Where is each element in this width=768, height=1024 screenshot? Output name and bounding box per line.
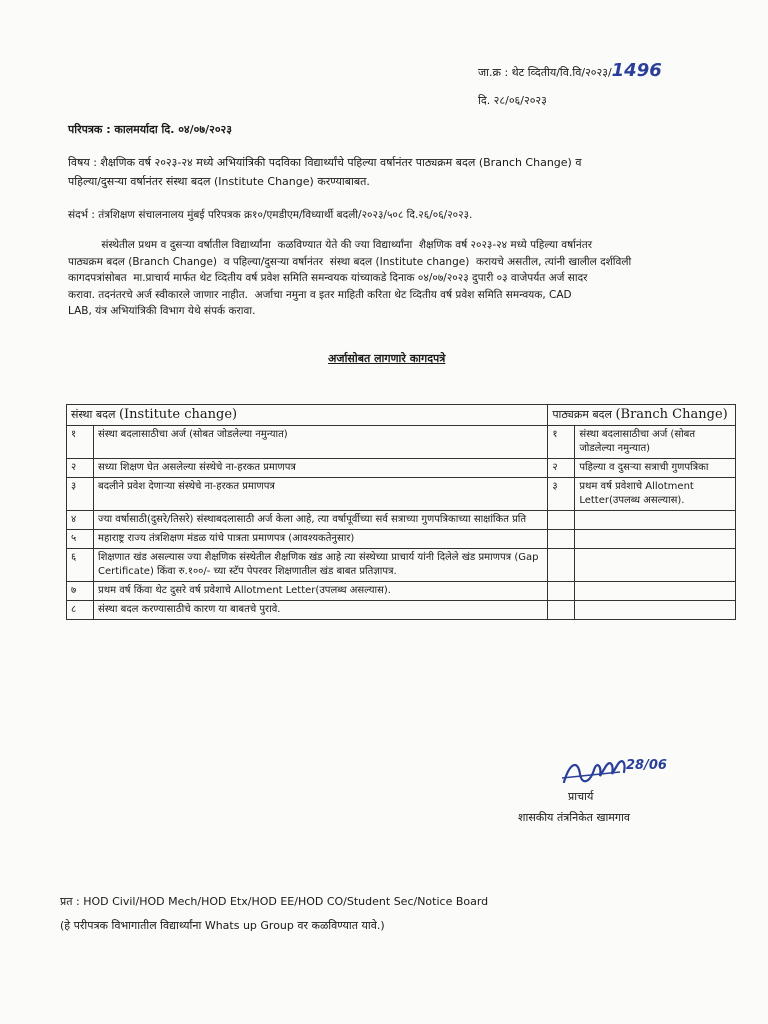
row-number: [548, 530, 575, 549]
table-row: [67, 426, 736, 459]
row-number: १: [67, 426, 94, 459]
table-row: [67, 530, 736, 549]
table-row: [67, 459, 736, 478]
branch-doc: [575, 549, 736, 582]
branch-doc: संस्था बदलासाठीचा अर्ज (सोबत जोडलेल्या नमुन्यात): [575, 426, 736, 459]
signature-date: 28/06: [626, 758, 667, 773]
body-line: संस्थेतील प्रथम व दुसऱ्या वर्षातील विद्यार्थ्यांना कळविण्यात येते की ज्या विद्यार्थ्यांना शैक्षणिक वर्ष २०२३-२४ मध्ये पहिल्या वर्षानंतर: [68, 239, 593, 251]
reference-number-text: जा.क्र : थेट व्दितीय/वि.वि/२०२३/: [478, 66, 612, 79]
branch-doc: [575, 511, 736, 530]
row-number: ३: [67, 478, 94, 511]
body-paragraph: [68, 237, 730, 320]
institute-doc: महाराष्ट्र राज्य तंत्रशिक्षण मंडळ यांचे पात्रता प्रमाणपत्र (आवश्यकतेनुसार): [94, 530, 548, 549]
table-row: [67, 549, 736, 582]
row-number: ७: [67, 582, 94, 601]
row-number: ३: [548, 478, 575, 511]
row-number: ५: [67, 530, 94, 549]
row-number: [548, 511, 575, 530]
required-documents-table: [66, 404, 736, 620]
branch-doc: प्रथम वर्ष प्रवेशाचे Allotment Letter(उपलब्ध असल्यास).: [575, 478, 736, 511]
reference-number: [478, 60, 662, 81]
institute-change-header-mr: संस्था बदल: [71, 408, 119, 421]
branch-change-header-en: (Branch Change): [615, 407, 728, 422]
row-number: २: [548, 459, 575, 478]
branch-doc: [575, 530, 736, 549]
handwritten-outward-number: 1496: [611, 60, 662, 81]
principal-designation: प्राचार्य: [568, 790, 594, 803]
body-line: करावा. तदनंतरचे अर्ज स्वीकारले जाणार नाहीत. अर्जाचा नमुना व इतर माहिती करिता थेट व्दितीय वर्ष प्रवेश समिति समन्वयक, CAD: [68, 288, 572, 301]
row-number: [548, 601, 575, 620]
row-number: [548, 582, 575, 601]
copy-to-line: प्रत : HOD Civil/HOD Mech/HOD Etx/HOD EE/HOD CO/Student Sec/Notice Board: [60, 895, 489, 908]
table-row: [67, 478, 736, 511]
subject-line-2: पहिल्या/दुसऱ्या वर्षानंतर संस्था बदल (Institute Change) करण्याबाबत.: [68, 175, 370, 188]
table-row: [67, 582, 736, 601]
documents-table-title: अर्जासोबत लागणारे कागदपत्रे: [328, 352, 446, 365]
branch-change-header-mr: पाठ्यक्रम बदल: [552, 408, 616, 421]
issue-date: दि. २८/०६/२०२३: [478, 94, 547, 107]
institution-name: शासकीय तंत्रनिकेत खामगाव: [518, 811, 631, 824]
body-line: पाठ्यक्रम बदल (Branch Change) व पहिल्या/दुसऱ्या वर्षानंतर संस्था बदल (Institute change) करायचे असतील, त्यांनी खालील दर्शविली: [68, 255, 632, 268]
row-number: ६: [67, 549, 94, 582]
distribution-note: (हे परीपत्रक विभागातील विद्यार्थ्यांना Whats up Group वर कळविण्यात यावे.): [60, 919, 385, 932]
row-number: [548, 549, 575, 582]
subject-line-1: विषय : शैक्षणिक वर्ष २०२३-२४ मध्ये अभियांत्रिकी पदविका विद्यार्थ्यांचे पहिल्या वर्षानंतर पाठ्यक्रम बदल (Branch Change) व: [68, 156, 582, 169]
institute-doc: संस्था बदल करण्यासाठीचे कारण या बाबतचे पुरावे.: [94, 601, 548, 620]
branch-doc: पहिल्या व दुसऱ्या सत्राची गुणपत्रिका: [575, 459, 736, 478]
institute-doc: बदलीने प्रवेश देणाऱ्या संस्थेचे ना-हरकत प्रमाणपत्र: [94, 478, 548, 511]
table-row: [67, 511, 736, 530]
table-header-row: [67, 405, 736, 426]
body-line: LAB, यंत्र अभियांत्रिकी विभाग येथे संपर्क करावा.: [68, 305, 256, 317]
branch-doc: [575, 582, 736, 601]
institute-doc: प्रथम वर्ष किंवा थेट दुसरे वर्ष प्रवेशाचे Allotment Letter(उपलब्ध असल्यास).: [94, 582, 548, 601]
institute-doc: सध्या शिक्षण घेत असलेल्या संस्थेचे ना-हरकत प्रमाणपत्र: [94, 459, 548, 478]
row-number: ४: [67, 511, 94, 530]
branch-change-header: [548, 405, 736, 426]
institute-change-header-en: (Institute change): [118, 407, 238, 422]
institute-doc: ज्या वर्षासाठी(दुसरे/तिसरे) संस्थाबदलासाठी अर्ज केला आहे, त्या वर्षापूर्वीच्या सर्व सत्राच्या गुणपत्रिकाच्या साक्षांकित प्रति: [94, 511, 548, 530]
row-number: ८: [67, 601, 94, 620]
row-number: १: [548, 426, 575, 459]
reference-line: संदर्भ : तंत्रशिक्षण संचालनालय मुंबई परिपत्रक क्र१०/एमडीएम/विध्यार्थी बदली/२०२३/५०८ दि.२६/०६/२०२३.: [68, 209, 473, 221]
institute-change-header: [67, 405, 548, 426]
circular-title: परिपत्रक : कालमर्यादा दि. ०४/०७/२०२३: [68, 123, 232, 136]
table-row: [67, 601, 736, 620]
body-line: कागदपत्रांसोबत मा.प्राचार्य मार्फत थेट व्दितीय वर्ष प्रवेश समिति समन्वयक यांच्याकडे दिनाक ०४/०७/२०२३ दुपारी ०३ वाजेपर्यत अर्ज सादर: [68, 272, 588, 284]
institute-doc: संस्था बदलासाठीचा अर्ज (सोबत जोडलेल्या नमुन्यात): [94, 426, 548, 459]
institute-doc: शिक्षणात खंड असल्यास ज्या शैक्षणिक संस्थेतील शैक्षणिक खंड आहे त्या संस्थेच्या प्राचार्य यांनी दिलेले खंड प्रमाणपत्र (Gap Certificate) किंवा रु.१००/- च्या स्टॅप पेपरवर शिक्षणातील खंड बाबत प्रतिज्ञापत्र.: [94, 549, 548, 582]
row-number: २: [67, 459, 94, 478]
branch-doc: [575, 601, 736, 620]
